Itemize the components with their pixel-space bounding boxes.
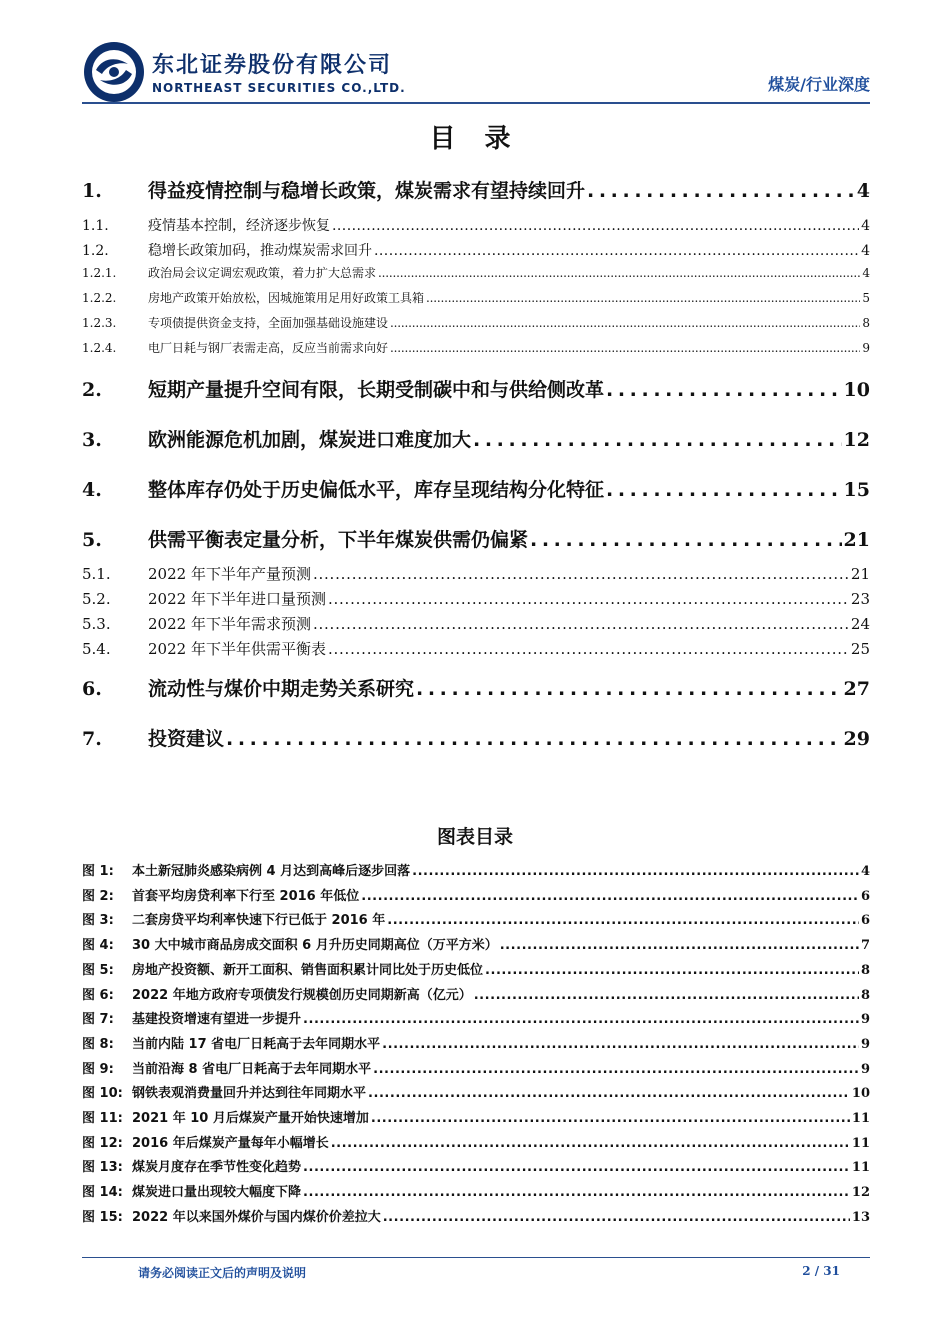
figure-entry-title: 钢铁表观消费量回升并达到往年同期水平	[132, 1086, 367, 1102]
toc-entry-number: 1.2.2.	[82, 291, 117, 305]
toc-entry-number: 5.4.	[82, 640, 111, 658]
toc-entry[interactable]	[82, 613, 870, 634]
toc-entry-number: 1.2.	[82, 243, 109, 259]
figure-entry-page: 13	[851, 1209, 870, 1225]
figure-entry-title: 当前沿海 8 省电厂日耗高于去年同期水平	[132, 1061, 372, 1077]
toc-entry-title: 政治局会议定调宏观政策，着力扩大总需求	[148, 266, 377, 280]
toc-entry-page: 8	[862, 316, 870, 330]
figure-entry-number: 图 8:	[82, 1036, 114, 1052]
figure-entry-page: 11	[851, 1111, 870, 1126]
toc-entry-title: 供需平衡表定量分析，下半年煤炭供需仍偏紧	[148, 529, 529, 551]
dot-leader	[303, 1160, 850, 1175]
toc-entry-page: 15	[843, 479, 870, 501]
dot-leader	[328, 590, 849, 608]
figure-entry-number: 图 4:	[82, 938, 114, 954]
dot-leader	[303, 1185, 850, 1200]
toc-entry-title: 稳增长政策加码，推动煤炭需求回升	[148, 243, 372, 259]
toc-entry-number: 1.	[82, 180, 102, 202]
dot-leader	[387, 913, 859, 928]
toc-entry-number: 2.	[82, 379, 102, 401]
dot-leader	[374, 243, 859, 259]
figure-entry-title: 2021 年 10 月后煤炭产量开始快速增加	[132, 1111, 369, 1126]
toc-entry-page: 21	[850, 565, 870, 583]
report-category-tag: 煤炭/行业深度	[768, 75, 870, 94]
figure-entry-title: 30 大中城市商品房成交面积 6 月升历史同期高位（万平方米）	[132, 938, 498, 954]
figure-entry-page: 9	[860, 1061, 870, 1077]
figure-entry-number: 图 7:	[82, 1012, 114, 1028]
footer-disclaimer: 请务必阅读正文后的声明及说明	[138, 1266, 307, 1280]
figure-entry-title: 2022 年地方政府专项债发行规模创历史同期新高（亿元）	[132, 987, 472, 1003]
toc-entry-page: 4	[856, 180, 870, 202]
toc-entry-number: 3.	[82, 429, 102, 451]
toc-entry-page: 24	[850, 615, 870, 633]
dot-leader	[412, 864, 859, 879]
figure-entry-title: 煤炭月度存在季节性变化趋势	[132, 1160, 302, 1176]
figure-entry[interactable]	[82, 1107, 870, 1126]
toc-entry-title: 整体库存仍处于历史偏低水平，库存呈现结构分化特征	[148, 479, 605, 501]
figure-entry[interactable]	[82, 1082, 870, 1101]
dot-leader	[332, 218, 859, 234]
dot-leader	[485, 963, 859, 978]
toc-entry[interactable]	[82, 176, 870, 203]
figure-entry-number: 图 14:	[82, 1185, 123, 1201]
toc-entry-page: 12	[843, 429, 870, 451]
toc-entry[interactable]	[82, 240, 870, 260]
toc-entry-number: 1.2.4.	[82, 341, 117, 355]
figure-entry-page: 8	[860, 962, 870, 978]
toc-entry[interactable]	[82, 724, 870, 751]
company-name-cn: 东北证券股份有限公司	[152, 53, 393, 78]
figure-entry[interactable]	[82, 860, 870, 879]
toc-entry-number: 1.2.1.	[82, 266, 117, 280]
toc-entry-page: 29	[843, 728, 870, 750]
toc-entry-page: 27	[843, 678, 870, 700]
figure-entry-number: 图 13:	[82, 1160, 123, 1176]
figure-entry[interactable]	[82, 1156, 870, 1175]
figure-entry-page: 6	[860, 913, 870, 929]
figure-entry-number: 图 3:	[82, 913, 114, 929]
toc-entry-number: 1.1.	[82, 218, 109, 234]
figure-entry-page: 11	[851, 1135, 870, 1151]
figure-entry[interactable]	[82, 1033, 870, 1052]
toc-entry-page: 4	[861, 243, 870, 259]
header-divider	[82, 102, 870, 104]
toc-entry-number: 5.1.	[82, 565, 111, 583]
dot-leader	[606, 379, 842, 401]
figure-entry-title: 2016 年后煤炭产量每年小幅增长	[132, 1135, 329, 1151]
toc-entry-page: 21	[843, 529, 870, 551]
figure-entry[interactable]	[82, 1206, 870, 1225]
dot-leader	[382, 1037, 859, 1052]
figure-entry-title: 基建投资增速有望进一步提升	[132, 1012, 302, 1028]
toc-entry-title: 流动性与煤价中期走势关系研究	[148, 678, 415, 700]
dot-leader	[331, 1136, 850, 1151]
figure-entry-page: 7	[860, 938, 870, 954]
toc-entry-title: 投资建议	[148, 728, 225, 750]
figure-entry[interactable]	[82, 1058, 870, 1077]
figure-entry[interactable]	[82, 909, 870, 928]
figure-entry[interactable]	[82, 1008, 870, 1027]
figure-entry[interactable]	[82, 984, 870, 1003]
company-name	[152, 48, 406, 95]
toc-entry-title: 短期产量提升空间有限，长期受制碳中和与供给侧改革	[148, 379, 605, 401]
figure-entry-page: 9	[860, 1012, 870, 1028]
page-title: 目 录	[429, 124, 521, 154]
figure-entry-page: 10	[851, 1086, 870, 1102]
toc-entry[interactable]	[82, 475, 870, 502]
figure-entry-page: 9	[860, 1036, 870, 1052]
toc-entry-number: 6.	[82, 678, 102, 700]
figure-entry-title: 当前内陆 17 省电厂日耗高于去年同期水平	[132, 1036, 381, 1052]
figure-entry-number: 图 1:	[82, 864, 114, 879]
figure-entry[interactable]	[82, 885, 870, 904]
toc-entry[interactable]	[82, 264, 870, 281]
figure-entry[interactable]	[82, 1181, 870, 1200]
toc-entry-number: 5.2.	[82, 590, 111, 608]
figure-entry-page: 6	[860, 888, 870, 904]
toc-entry[interactable]	[82, 375, 870, 402]
toc-entry-page: 23	[850, 590, 870, 608]
figure-entry-number: 图 5:	[82, 962, 114, 978]
dot-leader	[368, 1086, 850, 1101]
toc-entry-page: 25	[850, 640, 870, 658]
toc-entry[interactable]	[82, 215, 870, 235]
figure-entry-number: 图 15:	[82, 1209, 123, 1225]
toc-entry-number: 5.3.	[82, 615, 111, 633]
toc-entry[interactable]	[82, 588, 870, 609]
toc-entry-title: 专项债提供资金支持，全面加强基础设施建设	[148, 316, 389, 330]
dot-leader	[383, 1210, 850, 1225]
dot-leader	[226, 728, 842, 750]
toc-entry-title: 电厂日耗与钢厂表需走高，反应当前需求向好	[148, 341, 389, 355]
figure-entry-number: 图 6:	[82, 987, 114, 1003]
figure-entry-number: 图 2:	[82, 888, 114, 904]
figure-entry-page: 12	[851, 1185, 870, 1201]
dot-leader	[416, 678, 842, 700]
dot-leader	[361, 889, 859, 904]
toc-entry[interactable]	[82, 339, 870, 356]
report-header	[82, 40, 870, 100]
figure-entry-title: 房地产投资额、新开工面积、销售面积累计同比处于历史低位	[132, 962, 484, 978]
dot-leader	[473, 429, 842, 451]
figure-entry-title: 首套平均房贷利率下行至 2016 年低位	[132, 888, 360, 904]
dot-leader	[313, 565, 849, 583]
toc-entry-title: 2022 年下半年供需平衡表	[148, 640, 326, 658]
dot-leader	[328, 640, 849, 658]
dot-leader	[606, 479, 842, 501]
dot-leader	[587, 180, 855, 202]
dot-leader	[474, 988, 859, 1003]
toc-entry[interactable]	[82, 314, 870, 331]
company-logo-icon	[82, 40, 146, 104]
toc-entry-title: 疫情基本控制，经济逐步恢复	[148, 218, 330, 234]
toc-entry-page: 10	[843, 379, 870, 401]
figure-entry-title: 二套房贷平均利率快速下行已低于 2016 年	[132, 913, 386, 929]
toc-entry-title: 2022 年下半年产量预测	[148, 565, 311, 583]
toc-entry-page: 4	[862, 266, 870, 280]
company-name-en: NORTHEAST SECURITIES CO.,LTD.	[152, 81, 406, 95]
toc-entry[interactable]	[82, 289, 870, 306]
dot-leader	[530, 529, 842, 551]
toc-entry-number: 7.	[82, 728, 102, 750]
dot-leader	[500, 938, 859, 953]
toc-entry-title: 房地产政策开始放松，因城施策用足用好政策工具箱	[148, 291, 425, 305]
dot-leader	[390, 341, 860, 355]
toc-entry[interactable]	[82, 525, 870, 552]
toc-entry[interactable]	[82, 563, 870, 584]
figure-entry[interactable]	[82, 959, 870, 978]
figure-entry-title: 本土新冠肺炎感染病例 4 月达到高峰后逐步回落	[132, 864, 411, 879]
dot-leader	[303, 1012, 859, 1027]
figures-title: 图表目录	[436, 826, 513, 848]
figure-entry[interactable]	[82, 934, 870, 953]
toc-entry-number: 1.2.3.	[82, 316, 117, 330]
figure-entry-number: 图 12:	[82, 1135, 123, 1151]
dot-leader	[378, 266, 860, 280]
toc-entry-page: 4	[861, 218, 870, 234]
toc-entry[interactable]	[82, 638, 870, 659]
toc-entry-number: 5.	[82, 529, 102, 551]
figure-entry-page: 8	[860, 987, 870, 1003]
footer-divider	[82, 1257, 870, 1258]
toc-entry-title: 得益疫情控制与稳增长政策，煤炭需求有望持续回升	[148, 180, 586, 202]
toc-entry[interactable]	[82, 674, 870, 701]
figure-entry-title: 2022 年以来国外煤价与国内煤价价差拉大	[132, 1209, 381, 1225]
figure-entry-page: 4	[860, 864, 870, 879]
dot-leader	[313, 615, 849, 633]
figure-entry[interactable]	[82, 1132, 870, 1151]
figure-entry-number: 图 10:	[82, 1086, 123, 1102]
toc-entry-page: 9	[862, 341, 870, 355]
page-number: 2 / 31	[802, 1264, 840, 1278]
dot-leader	[373, 1062, 859, 1077]
figure-entry-title: 煤炭进口量出现较大幅度下降	[132, 1185, 302, 1201]
figure-entry-number: 图 11:	[82, 1111, 123, 1126]
toc-entry-title: 欧洲能源危机加剧，煤炭进口难度加大	[148, 429, 472, 451]
dot-leader	[426, 291, 860, 305]
toc-entry-title: 2022 年下半年需求预测	[148, 615, 311, 633]
dot-leader	[371, 1111, 850, 1126]
toc-entry-page: 5	[862, 291, 870, 305]
toc-entry-title: 2022 年下半年进口量预测	[148, 590, 326, 608]
dot-leader	[390, 316, 860, 330]
toc-entry-number: 4.	[82, 479, 102, 501]
figure-entry-number: 图 9:	[82, 1061, 114, 1077]
toc-entry[interactable]	[82, 425, 870, 452]
figure-entry-page: 11	[851, 1160, 870, 1176]
